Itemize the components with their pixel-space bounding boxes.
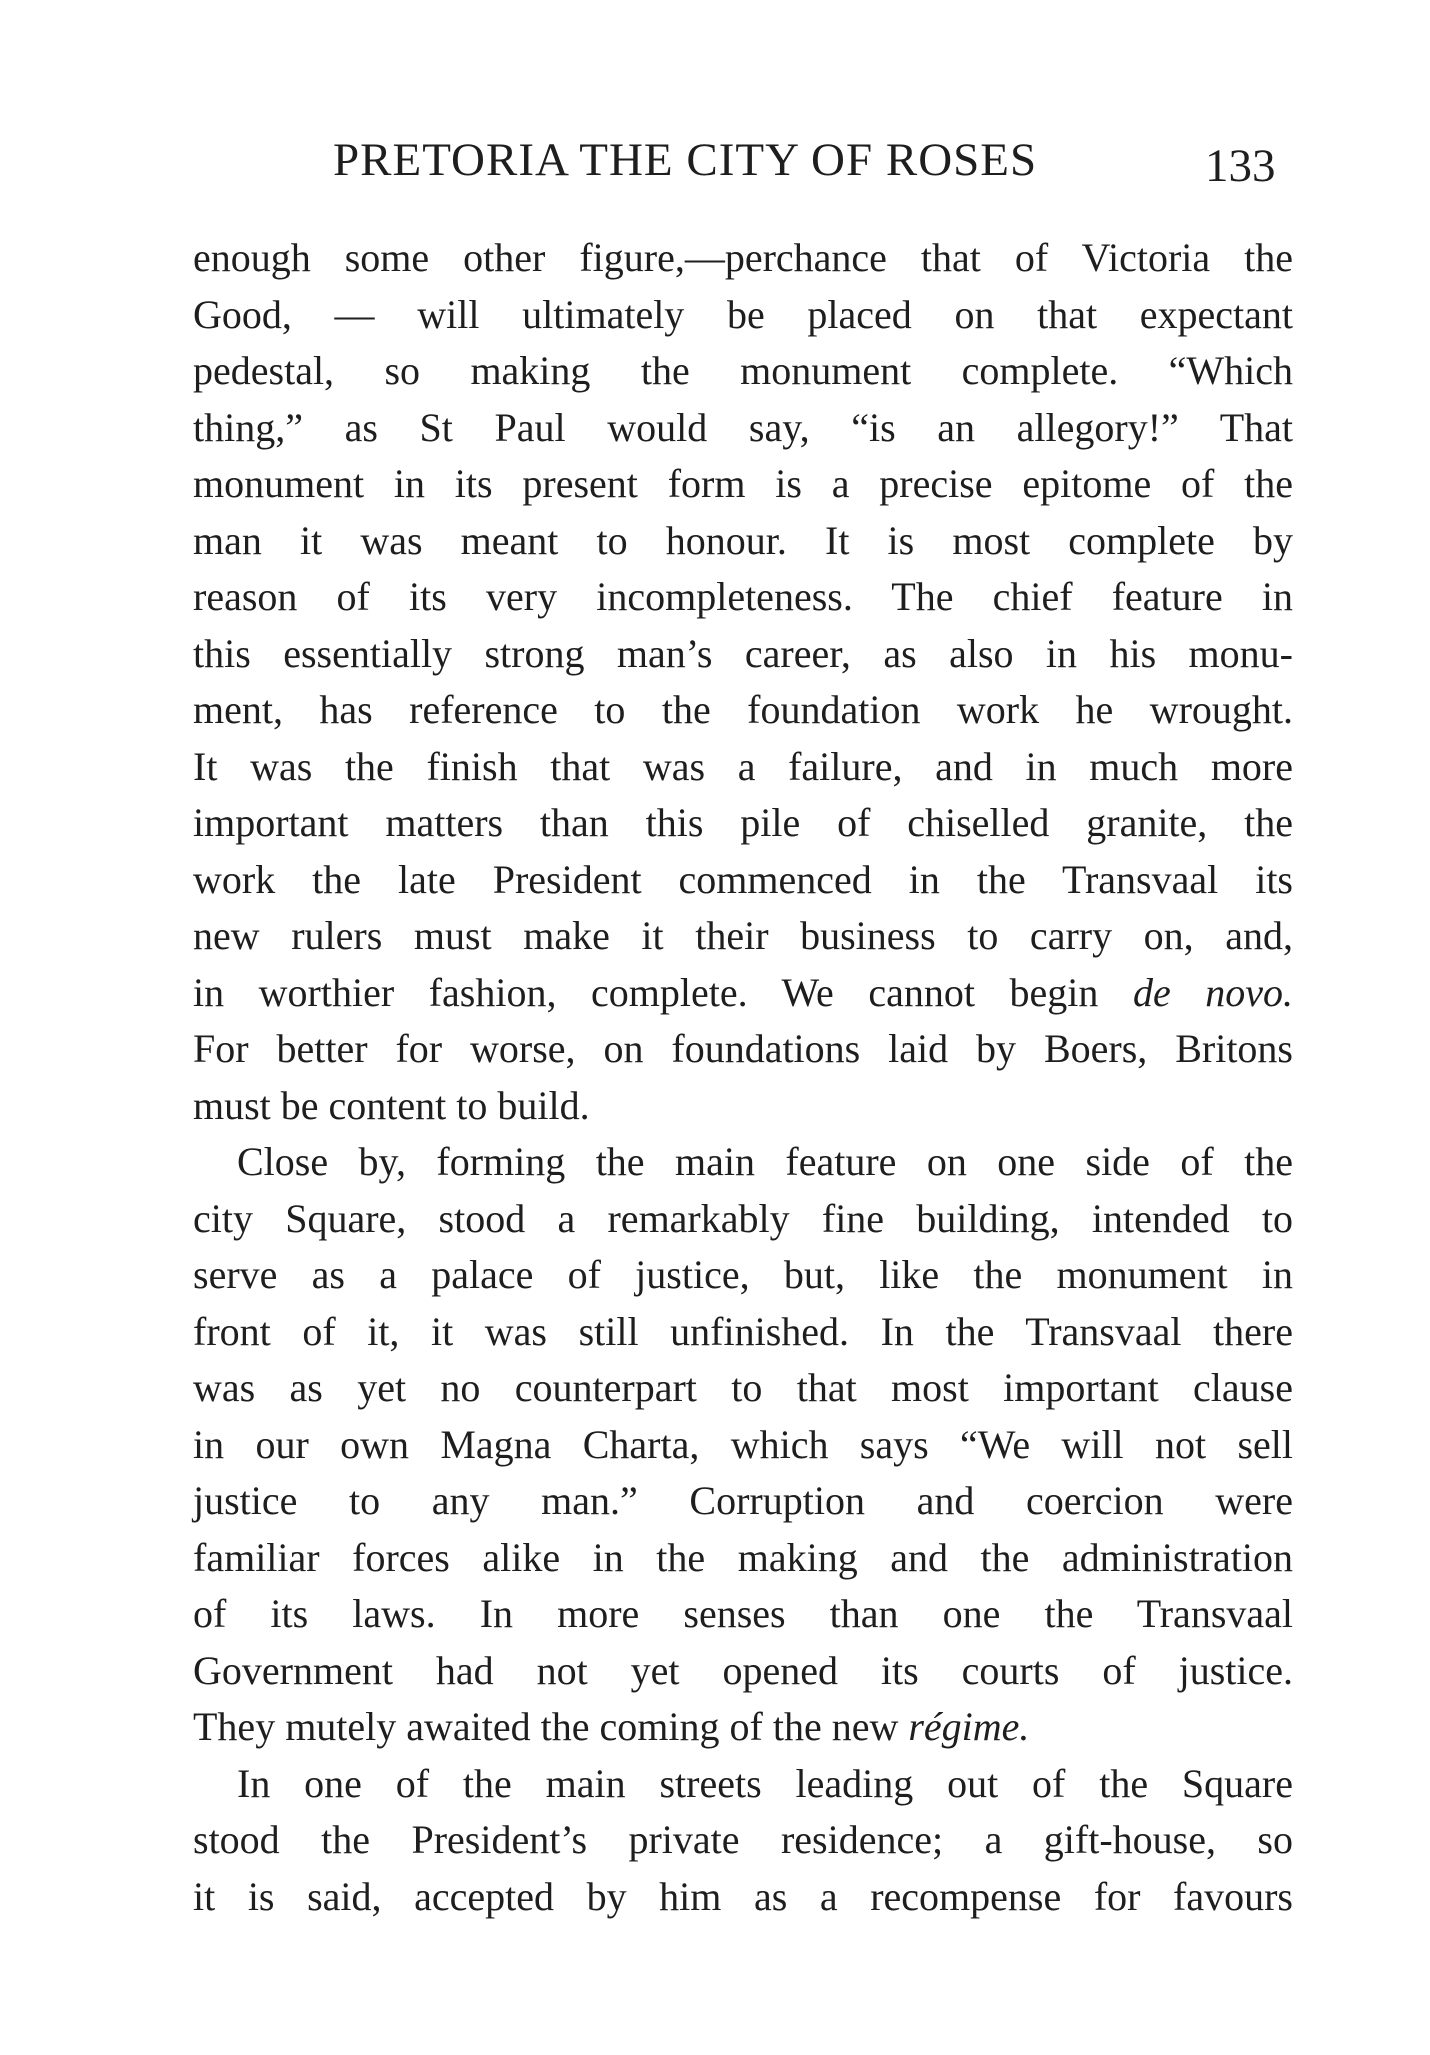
italic-phrase: régime. [908, 1704, 1030, 1749]
text-line: justice to any man.” Corruption and coercion were [193, 1478, 1293, 1523]
text-line: was as yet no counterpart to that most important clause [193, 1365, 1293, 1410]
text-line-with-italic [193, 965, 1293, 1022]
text-line: important matters than this pile of chiselled granite, the [193, 800, 1293, 845]
text-line: man it was meant to honour. It is most complete by [193, 517, 1293, 563]
text-line: For better for worse, on foundations laid by Boers, Britons [193, 1026, 1293, 1071]
text-line: thing,” as St Paul would say, “is an allegory!” That [193, 404, 1293, 450]
text-line: familiar forces alike in the making and the administration [193, 1534, 1293, 1580]
paragraph-2 [193, 1134, 1293, 1756]
text-line: city Square, stood a remarkably fine building, intended to [193, 1195, 1293, 1241]
line-text: in worthier fashion, complete. We cannot begin [193, 969, 1099, 1015]
text-line: reason of its very incompleteness. The chief feature in [193, 574, 1293, 619]
text-line: in our own Magna Charta, which says “We will not sell [193, 1421, 1293, 1467]
running-title: PRETORIA THE CITY OF ROSES [333, 134, 1038, 186]
text-line: of its laws. In more senses than one the Transvaal [193, 1591, 1293, 1636]
text-line: work the late President commenced in the Transvaal its [193, 856, 1293, 902]
line-text: They mutely awaited the coming of the new [193, 1704, 899, 1749]
text-line: stood the President’s private residence; a gift-house, so [193, 1817, 1293, 1862]
text-line: ment, has reference to the foundation work he wrought. [193, 687, 1293, 732]
text-line: this essentially strong man’s career, as also in his monu- [193, 630, 1293, 676]
text-line: serve as a palace of justice, but, like the monument in [193, 1252, 1293, 1297]
paragraph-1 [193, 230, 1293, 1134]
body-text [193, 230, 1293, 1925]
text-line: pedestal, so making the monument complete. “Which [193, 348, 1293, 393]
text-line: it is said, accepted by him as a recompense for favours [193, 1873, 1293, 1919]
page-number: 133 [1205, 140, 1276, 192]
text-line: monument in its present form is a precise epitome of the [193, 461, 1293, 506]
text-line-with-italic [193, 1699, 1293, 1756]
text-line: front of it, it was still unfinished. In the Transvaal there [193, 1308, 1293, 1354]
text-line: It was the finish that was a failure, and in much more [193, 743, 1293, 789]
italic-phrase: de novo. [1132, 969, 1293, 1015]
text-line: In one of the main streets leading out of the Square [237, 1760, 1293, 1806]
text-line: enough some other figure,—perchance that of Victoria the [193, 235, 1293, 280]
text-line: must be content to build. [193, 1082, 590, 1128]
running-head [193, 130, 1293, 190]
text-line: Close by, forming the main feature on one side of the [237, 1139, 1293, 1184]
text-line: Government had not yet opened its courts of justice. [193, 1647, 1293, 1693]
text-line: new rulers must make it their business to carry on, and, [193, 913, 1293, 958]
paragraph-3 [193, 1756, 1293, 1926]
text-line: Good, — will ultimately be placed on that expectant [193, 291, 1293, 337]
